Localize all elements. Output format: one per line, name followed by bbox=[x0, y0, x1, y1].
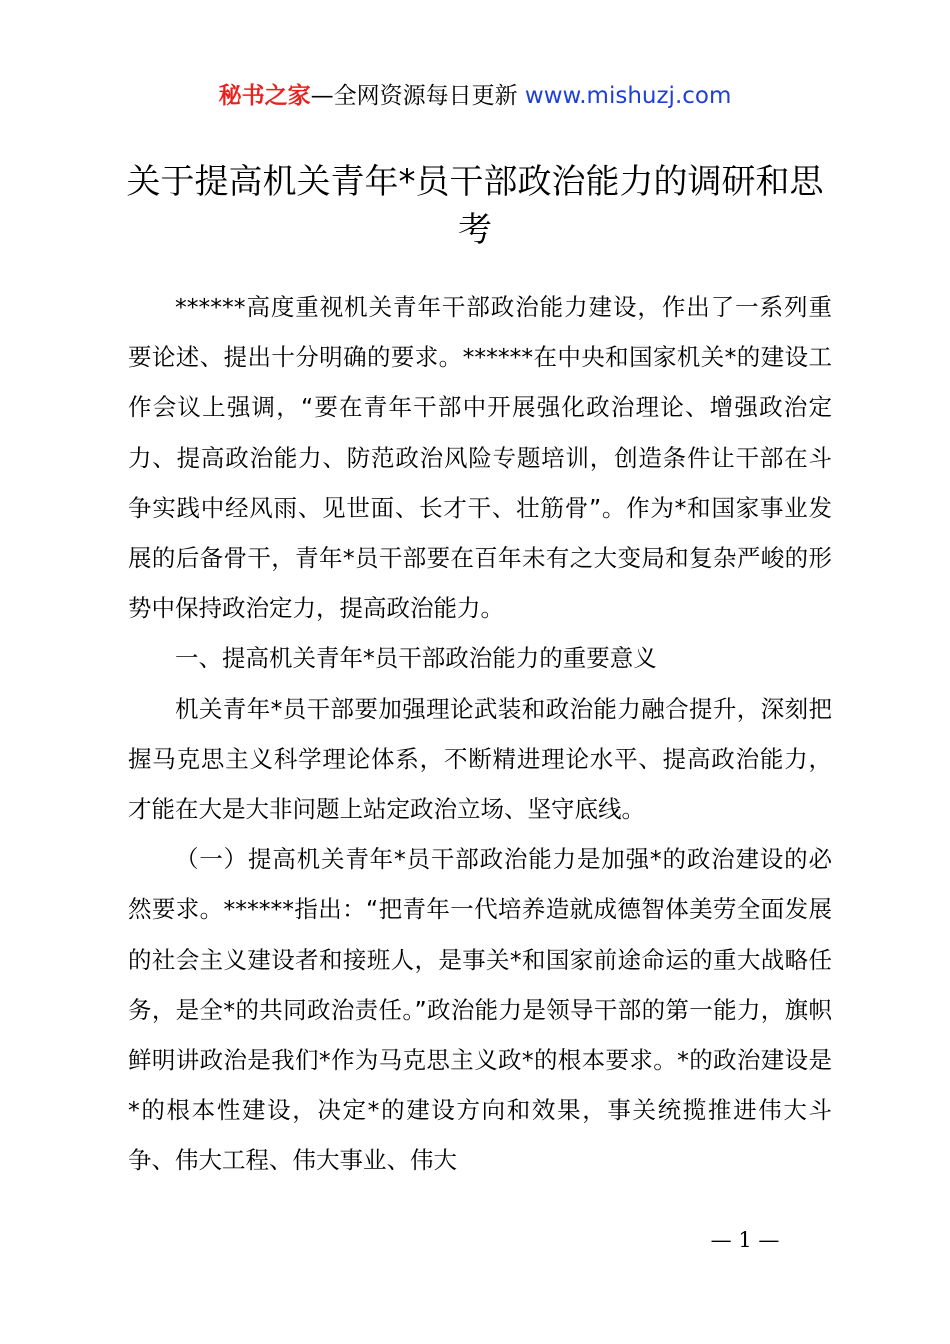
paragraph-intro: ******高度重视机关青年干部政治能力建设，作出了一系列重要论述、提出十分明确的要求。******在中央和国家机关*的建设工作会议上强调，“要在青年干部中开展强化政治理论、增强政治定力、提高政治能力、防范政治风险专题培训，创造条件让干部在斗争实践中经风雨、见世面、长才干、壮筋骨”。作为*和国家事业发展的后备骨干，青年*员干部要在百年未有之大变局和复杂严峻的形势中保持政治定力，提高政治能力。 bbox=[128, 293, 832, 623]
document-body bbox=[128, 282, 832, 1186]
page-number: — 1 — bbox=[710, 1228, 780, 1252]
header-separator: — bbox=[310, 83, 334, 109]
paragraph-section-1: 机关青年*员干部要加强理论武装和政治能力融合提升，深刻把握马克思主义科学理论体系，不断精进理论水平、提高政治能力，才能在大是大非问题上站定政治立场、坚守底线。 bbox=[128, 694, 832, 824]
section-heading-1: 一、提高机关青年*员干部政治能力的重要意义 bbox=[175, 644, 657, 673]
paragraph-subsection-1: （一）提高机关青年*员干部政治能力是加强*的政治建设的必然要求。******指出：“把青年一代培养造就成德智体美劳全面发展的社会主义建设者和接班人，是事关*和国家前途命运的重大战略任务，是全*的共同政治责任。”政治能力是领导干部的第一能力，旗帜鲜明讲政治是我们*作为马克思主义政*的根本要求。*的政治建设是*的根本性建设，决定*的建设方向和效果，事关统揽推进伟大斗争、伟大工程、伟大事业、伟大 bbox=[128, 845, 832, 1175]
site-header bbox=[0, 80, 950, 112]
site-brand: 秘书之家 bbox=[218, 83, 311, 109]
site-url-link[interactable]: www.mishuzj.com bbox=[524, 83, 732, 109]
header-tagline: 全网资源每日更新 bbox=[333, 83, 518, 109]
document-title: 关于提高机关青年*员干部政治能力的调研和思考 bbox=[126, 162, 824, 250]
